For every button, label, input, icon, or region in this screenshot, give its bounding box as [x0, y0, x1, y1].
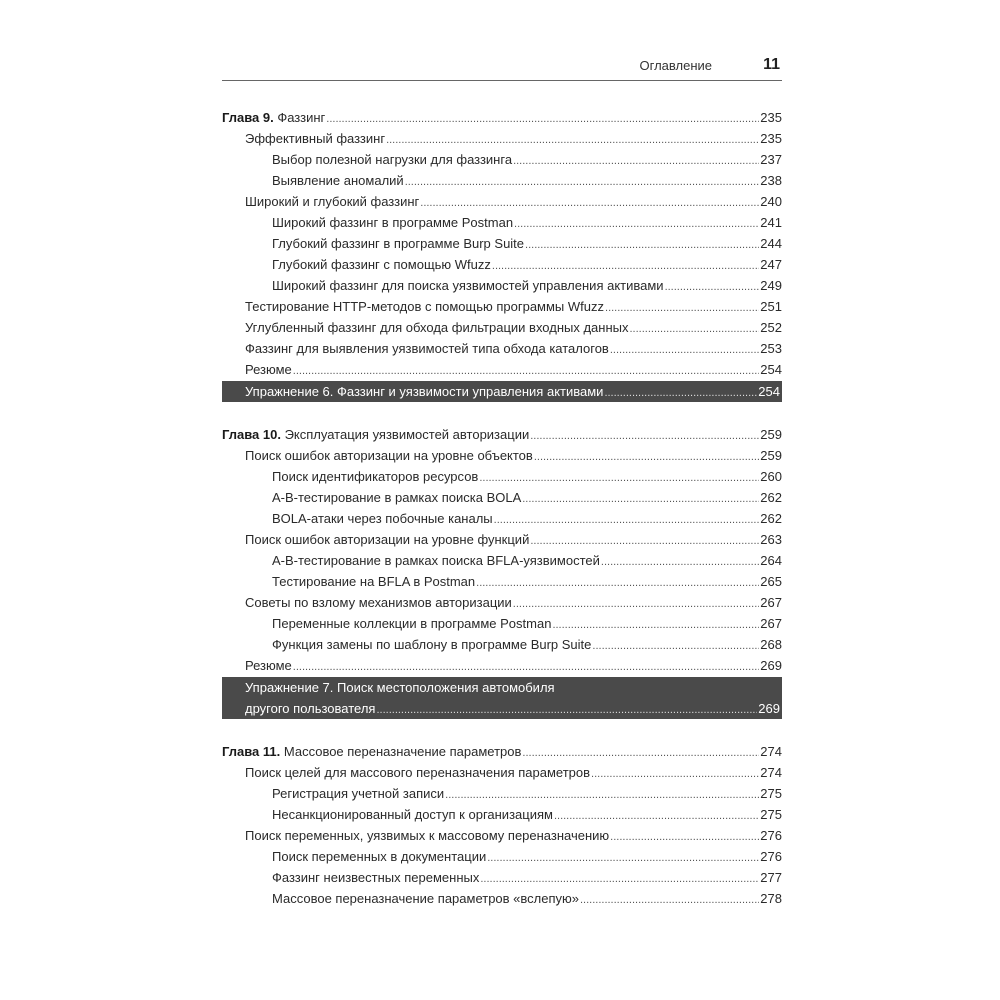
- entry-title: Глубокий фаззинг в программе Burp Suite: [272, 236, 525, 251]
- dot-leader: [534, 445, 759, 468]
- toc-entry[interactable]: [222, 508, 782, 529]
- dot-leader: [554, 804, 759, 827]
- dot-leader: [293, 655, 760, 678]
- dot-leader: [530, 529, 759, 552]
- chapter-label: Глава 10.: [222, 427, 281, 442]
- toc-chapter-10[interactable]: [222, 424, 782, 445]
- toc-entry[interactable]: [222, 825, 782, 846]
- entry-title: Переменные коллекции в программе Postman: [272, 616, 552, 631]
- toc-exercise-6[interactable]: [222, 381, 782, 402]
- entry-title: Несанкционированный доступ к организациям: [272, 807, 553, 822]
- page-ref: 238: [760, 173, 782, 188]
- page-ref: 274: [760, 765, 782, 780]
- page-ref: 240: [760, 194, 782, 209]
- entry-title: Поиск переменных, уязвимых к массовому переназначению: [245, 828, 610, 843]
- dot-leader: [522, 741, 759, 764]
- dot-leader: [513, 592, 760, 615]
- entry-title: Поиск ошибок авторизации на уровне функций: [245, 532, 530, 547]
- page-ref: 260: [760, 469, 782, 484]
- table-of-contents: [222, 107, 782, 909]
- entry-title: Выбор полезной нагрузки для фаззинга: [272, 152, 513, 167]
- page-ref: 235: [760, 110, 782, 125]
- dot-leader: [605, 296, 759, 319]
- dot-leader: [604, 381, 757, 404]
- dot-leader: [487, 846, 759, 869]
- toc-entry[interactable]: [222, 445, 782, 466]
- toc-exercise-7[interactable]: [222, 677, 782, 719]
- dot-leader: [376, 698, 757, 721]
- exercise-title-line-2: другого пользователя: [245, 701, 376, 716]
- toc-entry[interactable]: [222, 592, 782, 613]
- entry-title: Широкий и глубокий фаззинг: [245, 194, 420, 209]
- header-title: Оглавление: [639, 58, 712, 73]
- page-ref: 253: [760, 341, 782, 356]
- exercise-title-line-1: Упражнение 7. Поиск местоположения автомобиля: [245, 680, 555, 695]
- dot-leader: [514, 212, 759, 235]
- toc-entry[interactable]: [222, 888, 782, 909]
- page-ref: 275: [760, 807, 782, 822]
- dot-leader: [492, 254, 759, 277]
- dot-leader: [592, 634, 759, 657]
- header-page-number: 11: [763, 56, 780, 73]
- toc-chapter-9[interactable]: [222, 107, 782, 128]
- dot-leader: [665, 275, 760, 298]
- toc-entry[interactable]: [222, 359, 782, 380]
- chapter-title: Эксплуатация уязвимостей авторизации: [284, 427, 530, 442]
- page-ref: 263: [760, 532, 782, 547]
- entry-title: Широкий фаззинг в программе Postman: [272, 215, 514, 230]
- dot-leader: [386, 128, 759, 151]
- chapter-title: Фаззинг: [277, 110, 326, 125]
- entry-title: Фаззинг неизвестных переменных: [272, 870, 480, 885]
- page-ref: 267: [760, 595, 782, 610]
- entry-title: Эффективный фаззинг: [245, 131, 386, 146]
- dot-leader: [580, 888, 759, 911]
- entry-title: Поиск ошибок авторизации на уровне объектов: [245, 448, 533, 463]
- page-ref: 244: [760, 236, 782, 251]
- dot-leader: [293, 359, 760, 382]
- entry-title: Фаззинг для выявления уязвимостей типа обхода каталогов: [245, 341, 609, 356]
- toc-entry[interactable]: [222, 149, 782, 170]
- page-ref: 269: [760, 658, 782, 673]
- entry-title: Углубленный фаззинг для обхода фильтрации входных данных: [245, 320, 629, 335]
- page-ref: 276: [760, 849, 782, 864]
- toc-entry[interactable]: [222, 128, 782, 149]
- toc-entry[interactable]: [222, 212, 782, 233]
- toc-entry[interactable]: [222, 254, 782, 275]
- toc-entry[interactable]: [222, 783, 782, 804]
- page-ref: 249: [760, 278, 782, 293]
- dot-leader: [479, 466, 759, 489]
- chapter-title: Массовое переназначение параметров: [283, 744, 522, 759]
- page-ref: 277: [760, 870, 782, 885]
- page-ref: 251: [760, 299, 782, 314]
- dot-leader: [552, 613, 759, 636]
- dot-leader: [326, 107, 759, 130]
- toc-entry[interactable]: [222, 233, 782, 254]
- toc-entry[interactable]: [222, 487, 782, 508]
- entry-title: Советы по взлому механизмов авторизации: [245, 595, 512, 610]
- dot-leader: [610, 338, 759, 361]
- page-ref: 267: [760, 616, 782, 631]
- dot-leader: [522, 487, 759, 510]
- entry-title: Поиск переменных в документации: [272, 849, 487, 864]
- page-ref: 259: [760, 427, 782, 442]
- toc-entry[interactable]: [222, 550, 782, 571]
- page-ref: 264: [760, 553, 782, 568]
- entry-title: Глубокий фаззинг с помощью Wfuzz: [272, 257, 491, 272]
- entry-title: Резюме: [245, 658, 292, 673]
- entry-title: Тестирование HTTP-методов с помощью программы Wfuzz: [245, 299, 605, 314]
- entry-title: Массовое переназначение параметров «вслепую»: [272, 891, 579, 906]
- toc-entry[interactable]: [222, 317, 782, 338]
- page-ref: 252: [760, 320, 782, 335]
- page-ref: 254: [760, 362, 782, 377]
- entry-title: Широкий фаззинг для поиска уязвимостей управления активами: [272, 278, 664, 293]
- entry-title: Регистрация учетной записи: [272, 786, 445, 801]
- entry-title: Резюме: [245, 362, 292, 377]
- exercise-title: Упражнение 6. Фаззинг и уязвимости управления активами: [245, 384, 604, 399]
- dot-leader: [591, 762, 759, 785]
- entry-title: А-В-тестирование в рамках поиска BOLA: [272, 490, 522, 505]
- toc-entry[interactable]: [222, 338, 782, 359]
- page-ref: 235: [760, 131, 782, 146]
- toc-entry[interactable]: [222, 275, 782, 296]
- page-ref: 275: [760, 786, 782, 801]
- entry-title: Функция замены по шаблону в программе Burp Suite: [272, 637, 592, 652]
- dot-leader: [630, 317, 760, 340]
- dot-leader: [405, 170, 760, 193]
- entry-title: BOLA-атаки через побочные каналы: [272, 511, 493, 526]
- page-ref: 241: [760, 215, 782, 230]
- toc-chapter-11[interactable]: [222, 741, 782, 762]
- toc-entry[interactable]: [222, 634, 782, 655]
- dot-leader: [525, 233, 759, 256]
- dot-leader: [513, 149, 759, 172]
- entry-title: Выявление аномалий: [272, 173, 404, 188]
- page-ref: 254: [758, 384, 780, 399]
- page-ref: 262: [760, 490, 782, 505]
- dot-leader: [610, 825, 759, 848]
- chapter-label: Глава 9.: [222, 110, 274, 125]
- toc-entry[interactable]: [222, 191, 782, 212]
- dot-leader: [601, 550, 759, 573]
- toc-entry[interactable]: [222, 466, 782, 487]
- toc-entry[interactable]: [222, 846, 782, 867]
- dot-leader: [420, 191, 759, 214]
- chapter-label: Глава 11.: [222, 744, 281, 759]
- toc-entry[interactable]: [222, 170, 782, 191]
- page-ref: 268: [760, 637, 782, 652]
- running-header: [222, 56, 782, 80]
- toc-entry[interactable]: [222, 804, 782, 825]
- entry-title: Поиск целей для массового переназначения параметров: [245, 765, 591, 780]
- page-ref: 278: [760, 891, 782, 906]
- dot-leader: [530, 424, 759, 447]
- page-ref: 237: [760, 152, 782, 167]
- toc-entry[interactable]: [222, 655, 782, 676]
- page-ref: 274: [760, 744, 782, 759]
- dot-leader: [480, 867, 759, 890]
- toc-entry[interactable]: [222, 296, 782, 317]
- page-ref: 276: [760, 828, 782, 843]
- entry-title: А-В-тестирование в рамках поиска BFLA-уязвимостей: [272, 553, 600, 568]
- dot-leader: [494, 508, 760, 531]
- toc-entry[interactable]: [222, 529, 782, 550]
- entry-title: Поиск идентификаторов ресурсов: [272, 469, 479, 484]
- toc-entry[interactable]: [222, 867, 782, 888]
- toc-entry[interactable]: [222, 762, 782, 783]
- dot-leader: [476, 571, 759, 594]
- page-ref: 259: [760, 448, 782, 463]
- toc-entry[interactable]: [222, 613, 782, 634]
- entry-title: Тестирование на BFLA в Postman: [272, 574, 476, 589]
- page-ref: 247: [760, 257, 782, 272]
- page-ref: 269: [758, 701, 780, 716]
- page-ref: 265: [760, 574, 782, 589]
- header-rule: [222, 80, 782, 81]
- dot-leader: [445, 783, 759, 806]
- toc-entry[interactable]: [222, 571, 782, 592]
- page-ref: 262: [760, 511, 782, 526]
